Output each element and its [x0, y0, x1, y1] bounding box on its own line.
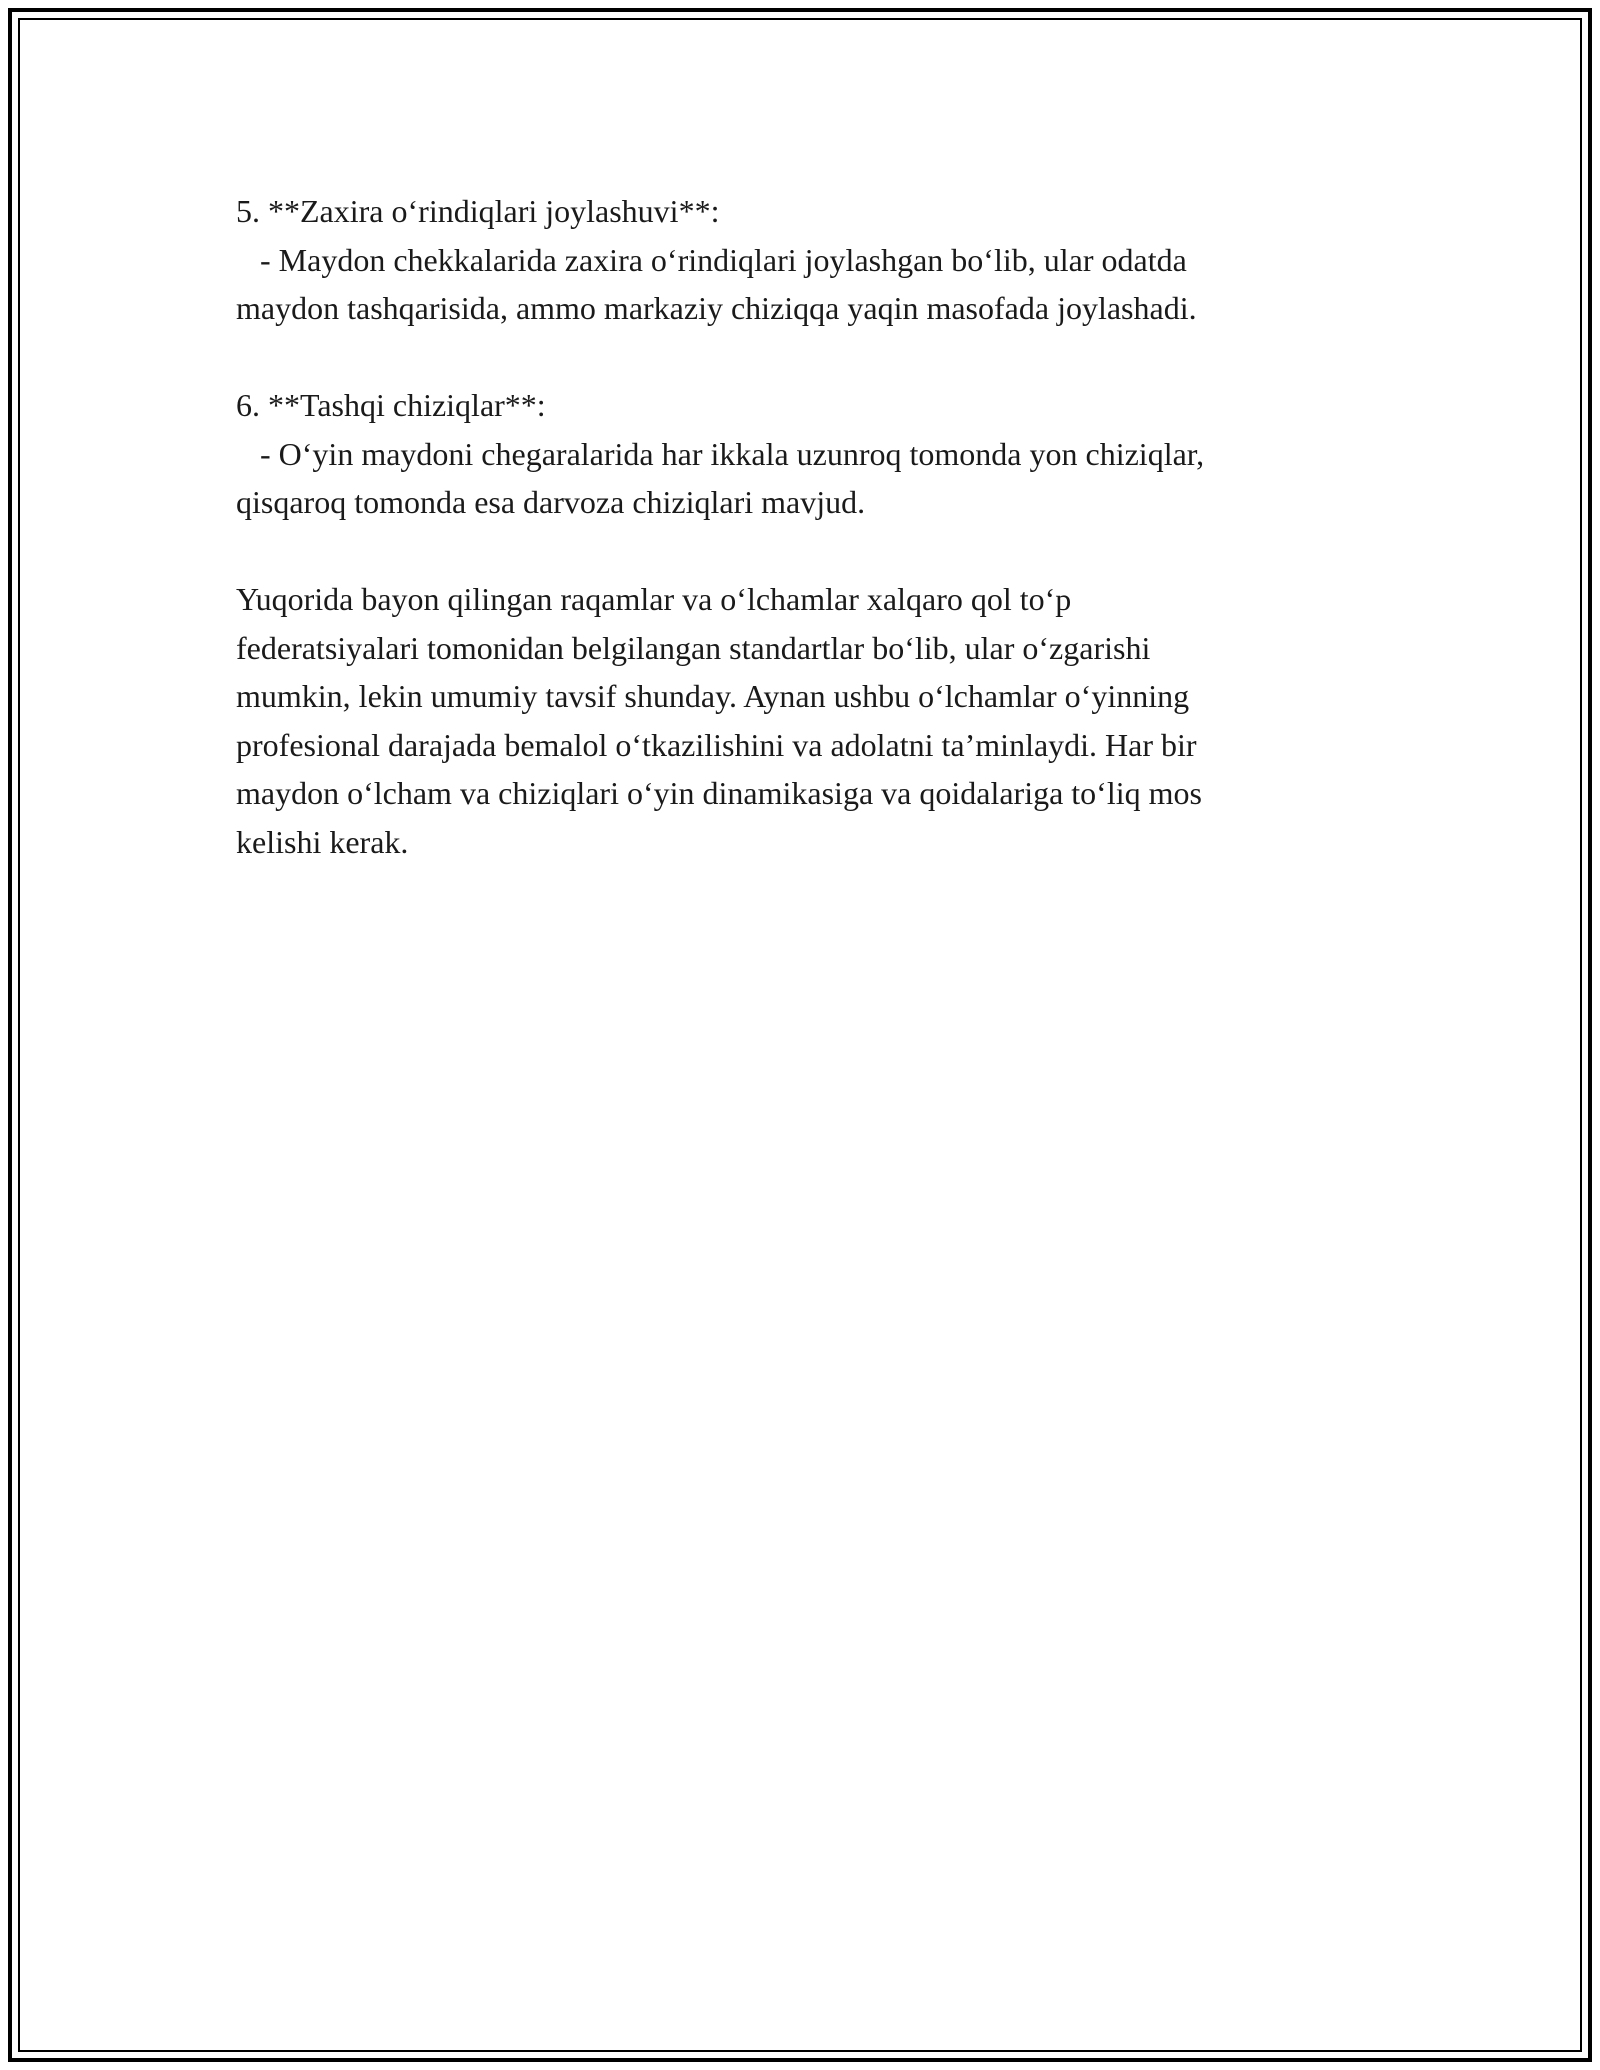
- section-5: [236, 187, 1376, 333]
- conclusion-paragraph: [236, 575, 1376, 866]
- conclusion-text-line: federatsiyalari tomonidan belgilangan standartlar bo‘lib, ular o‘zgarishi: [236, 629, 1151, 666]
- conclusion-text-line: Yuqorida bayon qilingan raqamlar va o‘lchamlar xalqaro qol to‘p: [236, 581, 1072, 617]
- section-heading: 5. **Zaxira o‘rindiqlari joylashuvi**:: [236, 193, 720, 229]
- section-6: [236, 381, 1376, 527]
- conclusion-text-line: maydon o‘lcham va chiziqlari o‘yin dinamikasiga va qoidalariga to‘liq mos: [236, 775, 1202, 811]
- paragraph-gap: [236, 333, 1376, 382]
- section-text-line: qisqaroq tomonda esa darvoza chiziqlari mavjud.: [236, 484, 866, 520]
- conclusion-text-line: mumkin, lekin umumiy tavsif shunday. Aynan ushbu o‘lchamlar o‘yinning: [236, 678, 1190, 714]
- section-heading: 6. **Tashqi chiziqlar**:: [236, 387, 546, 423]
- paragraph-gap: [236, 527, 1376, 576]
- conclusion-text-line: kelishi kerak.: [236, 823, 409, 860]
- section-text-line: maydon tashqarisida, ammo markaziy chiziqqa yaqin masofada joylashadi.: [236, 290, 1197, 326]
- document-body: [236, 187, 1376, 866]
- conclusion-text-line: profesional darajada bemalol o‘tkazilishini va adolatni ta’minlaydi. Har bir: [236, 726, 1197, 763]
- section-text-line: - O‘yin maydoni chegaralarida har ikkala uzunroq tomonda yon chiziqlar,: [236, 435, 1205, 472]
- section-text-line: - Maydon chekkalarida zaxira o‘rindiqlari joylashgan bo‘lib, ular odatda: [236, 241, 1187, 278]
